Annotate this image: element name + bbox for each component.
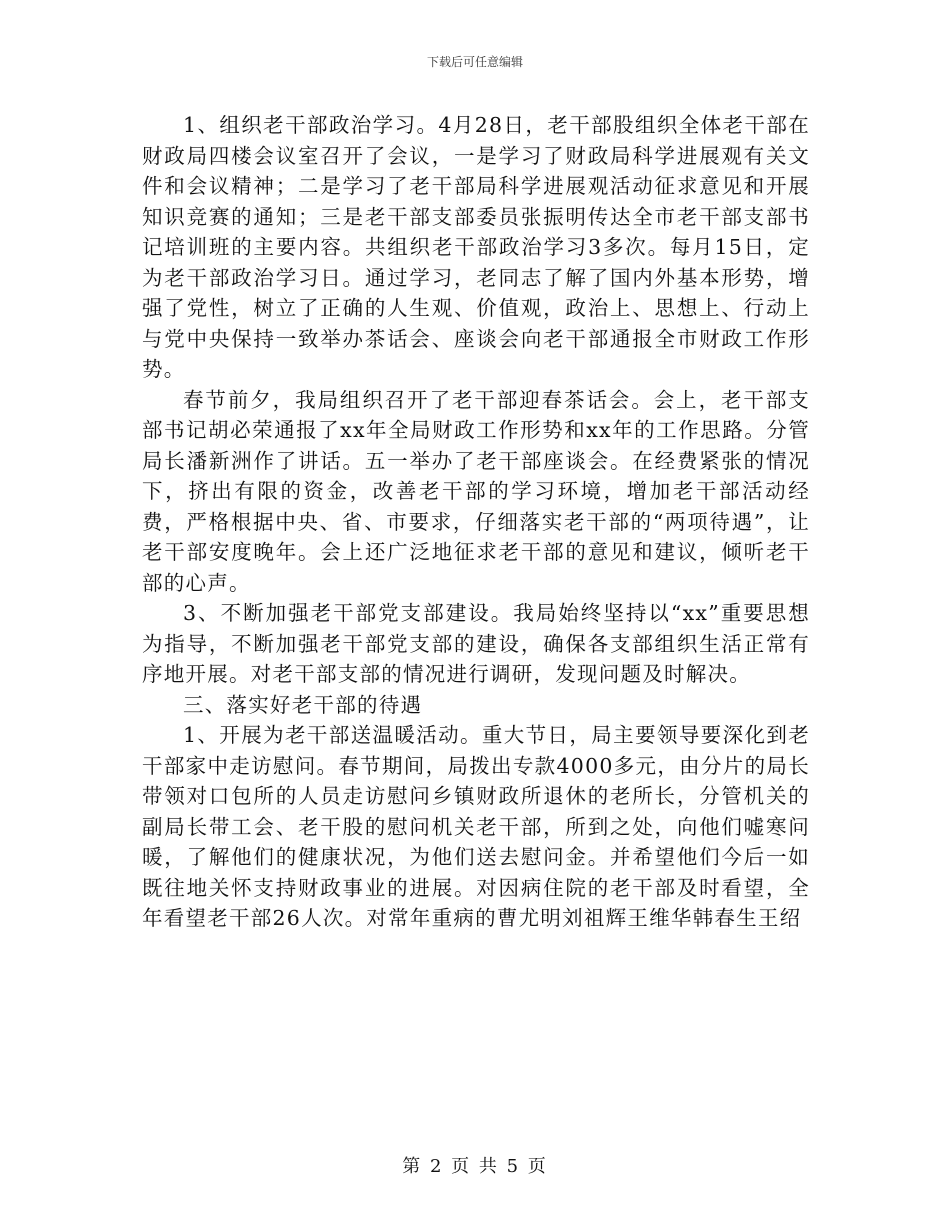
page-header-note: 下载后可任意编辑 (426, 55, 523, 69)
paragraph-warmth-activities: 1、开展为老干部送温暖活动。重大节日，局主要领导要深化到老干部家中走访慰问。春节期间，局拨出专款4000多元，由分片的局长带领对口包所的人员走访慰问乡镇财政所退休的老所长，分管机关的副局长带工会、老干股的慰问机关老干部，所到之处，向他们嘘寒问暖，了解他们的健康状况，为他们送去慰问金。并希望他们今后一如既往地关怀支持财政事业的进展。对因病住院的老干部及时看望，全年看望老干部26人次。对常年重病的曹尤明刘祖辉王维华韩春生王绍 (142, 723, 810, 930)
section-heading-treatment: 三、落实好老干部的待遇 (183, 692, 423, 717)
total-prefix: 共 (478, 1156, 499, 1177)
total-pages-number: 5 (506, 1156, 521, 1177)
page-label-mid: 页 (451, 1156, 472, 1177)
document-body (142, 110, 810, 934)
page-label-prefix: 第 (402, 1156, 423, 1177)
paragraph-spring-festival-tea-party: 春节前夕，我局组织召开了老干部迎春茶话会。会上，老干部支部书记胡必荣通报了xx年全局财政工作形势和xx年的工作思路。分管局长潘新洲作了讲话。五一举办了老干部座谈会。在经费紧张的情况下，挤出有限的资金，改善老干部的学习环境，增加老干部活动经费，严格根据中央、省、市要求，仔细落实老干部的“两项待遇”，让老干部安度晚年。会上还广泛地征求老干部的意见和建议，倾听老干部的心声。 (142, 387, 810, 595)
page-label-suffix: 页 (527, 1156, 548, 1177)
current-page-number: 2 (429, 1156, 444, 1177)
paragraph-political-study: 1、组织老干部政治学习。4月28日，老干部股组织全体老干部在财政局四楼会议室召开了会议，一是学习了财政局科学进展观有关文件和会议精神；二是学习了老干部局科学进展观活动征求意见和开展知识竞赛的通知；三是老干部支部委员张振明传达全市老干部支部书记培训班的主要内容。共组织老干部政治学习3多次。每月15日，定为老干部政治学习日。通过学习，老同志了解了国内外基本形势，增强了党性，树立了正确的人生观、价值观，政治上、思想上、行动上与党中央保持一致举办茶话会、座谈会向老干部通报全市财政工作形势。 (142, 113, 810, 381)
paragraph-party-branch-building: 3、不断加强老干部党支部建设。我局始终坚持以“xx”重要思想为指导，不断加强老干部党支部的建设，确保各支部组织生活正常有序地开展。对老干部支部的情况进行调研，发现问题及时解决。 (142, 601, 810, 686)
page-number-footer (0, 1156, 950, 1178)
